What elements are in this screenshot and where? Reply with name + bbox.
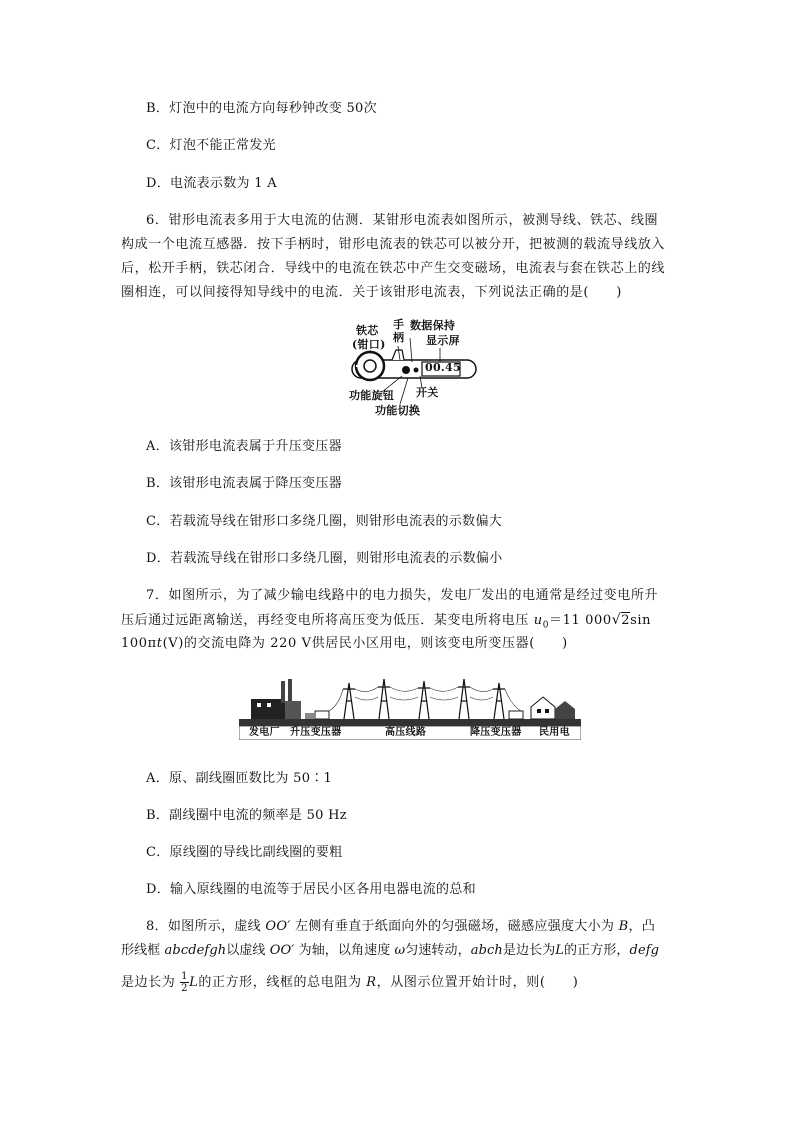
label-handle-2: 柄 bbox=[393, 331, 405, 344]
q7-stem-line-3: 100πt(V)的交流电降为 220 V供居民小区用电，则该变电所变压器( ) bbox=[121, 636, 568, 651]
q6-stem-line-3: 后，松开手柄，铁芯闭合．导线中的电流在铁芯中产生交变磁场，电流表与套在铁芯上的线 bbox=[121, 261, 666, 276]
q7-stem-line-1: 7．如图所示，为了减少输电线路中的电力损失，发电厂发出的电通常是经过变电所升 bbox=[146, 588, 659, 603]
label-handle-1: 手 bbox=[393, 318, 405, 331]
label-core: 铁芯 bbox=[356, 324, 379, 337]
q7-option-d: D．输入原线圈的电流等于居民小区各用电器电流的总和 bbox=[146, 882, 476, 897]
q6-option-a: A．该钳形电流表属于升压变压器 bbox=[146, 439, 342, 454]
power-transmission-figure bbox=[239, 675, 581, 740]
label-step-down: 降压变压器 bbox=[470, 727, 522, 738]
label-switch: 开关 bbox=[416, 386, 439, 399]
q6-stem-line-4: 圈相连，可以间接得知导线中的电流．关于该钳形电流表，下列说法正确的是( ) bbox=[121, 285, 622, 300]
q5-option-c: C．灯泡不能正常发光 bbox=[146, 138, 276, 153]
q8-stem-line-3: 是边长为 $\frac{1}{2}$ L的正方形，线框的总电阻为 R，从图示位置开始计时，则( ) bbox=[121, 971, 579, 994]
q5-option-b: B．灯泡中的电流方向每秒钟改变 50次 bbox=[146, 101, 377, 116]
q8-stem-line-1: 8．如图所示，虚线 OO′ 左侧有垂直于纸面向外的匀强磁场，磁感应强度大小为 B，凸 bbox=[146, 919, 656, 934]
q6-stem-line-2: 构成一个电流互感器．按下手柄时，钳形电流表的铁芯可以被分开，把被测的载流导线放入 bbox=[121, 237, 666, 252]
label-knob: 功能旋钮 bbox=[349, 389, 395, 402]
label-step-up: 升压变压器 bbox=[290, 727, 342, 738]
clamp-meter-figure bbox=[340, 316, 480, 420]
q7-option-a: A．原、副线圈匝数比为 50∶1 bbox=[146, 771, 333, 786]
label-jaw: (钳口) bbox=[352, 338, 386, 351]
q8-stem-line-2: 形线框 abcdefgh以虚线 OO′ 为轴，以角速度 ω匀速转动，abch是边长为L的正方形，defg bbox=[121, 943, 660, 958]
label-residential: 民用电 bbox=[539, 727, 570, 738]
q7-stem-line-2: 压后通过远距离输送，再经变电所将高压变为低压．某变电所将电压 $u_0=11$ 000√2sin bbox=[121, 612, 652, 631]
label-display: 显示屏 bbox=[426, 334, 460, 347]
label-power-plant: 发电厂 bbox=[249, 727, 280, 738]
q6-option-b: B．该钳形电流表属于降压变压器 bbox=[146, 476, 343, 491]
q7-option-b: B．副线圈中电流的频率是 50 Hz bbox=[146, 808, 347, 823]
label-func-switch: 功能切换 bbox=[375, 404, 421, 417]
label-hv-line: 高压线路 bbox=[385, 727, 427, 738]
q6-stem-line-1: 6．钳形电流表多用于大电流的估测．某钳形电流表如图所示，被测导线、铁芯、线圈 bbox=[146, 213, 659, 228]
q6-option-d: D．若载流导线在钳形口多绕几圈，则钳形电流表的示数偏小 bbox=[146, 551, 503, 566]
q6-option-c: C．若载流导线在钳形口多绕几圈，则钳形电流表的示数偏大 bbox=[146, 514, 503, 529]
q5-option-d: D．电流表示数为 1 A bbox=[146, 176, 277, 191]
fraction-half: $\frac{1}{2}$ bbox=[181, 971, 189, 994]
label-data-hold: 数据保持 bbox=[410, 319, 456, 332]
display-value: 00.45 bbox=[425, 361, 461, 374]
q7-option-c: C．原线圈的导线比副线圈的要粗 bbox=[146, 845, 343, 860]
